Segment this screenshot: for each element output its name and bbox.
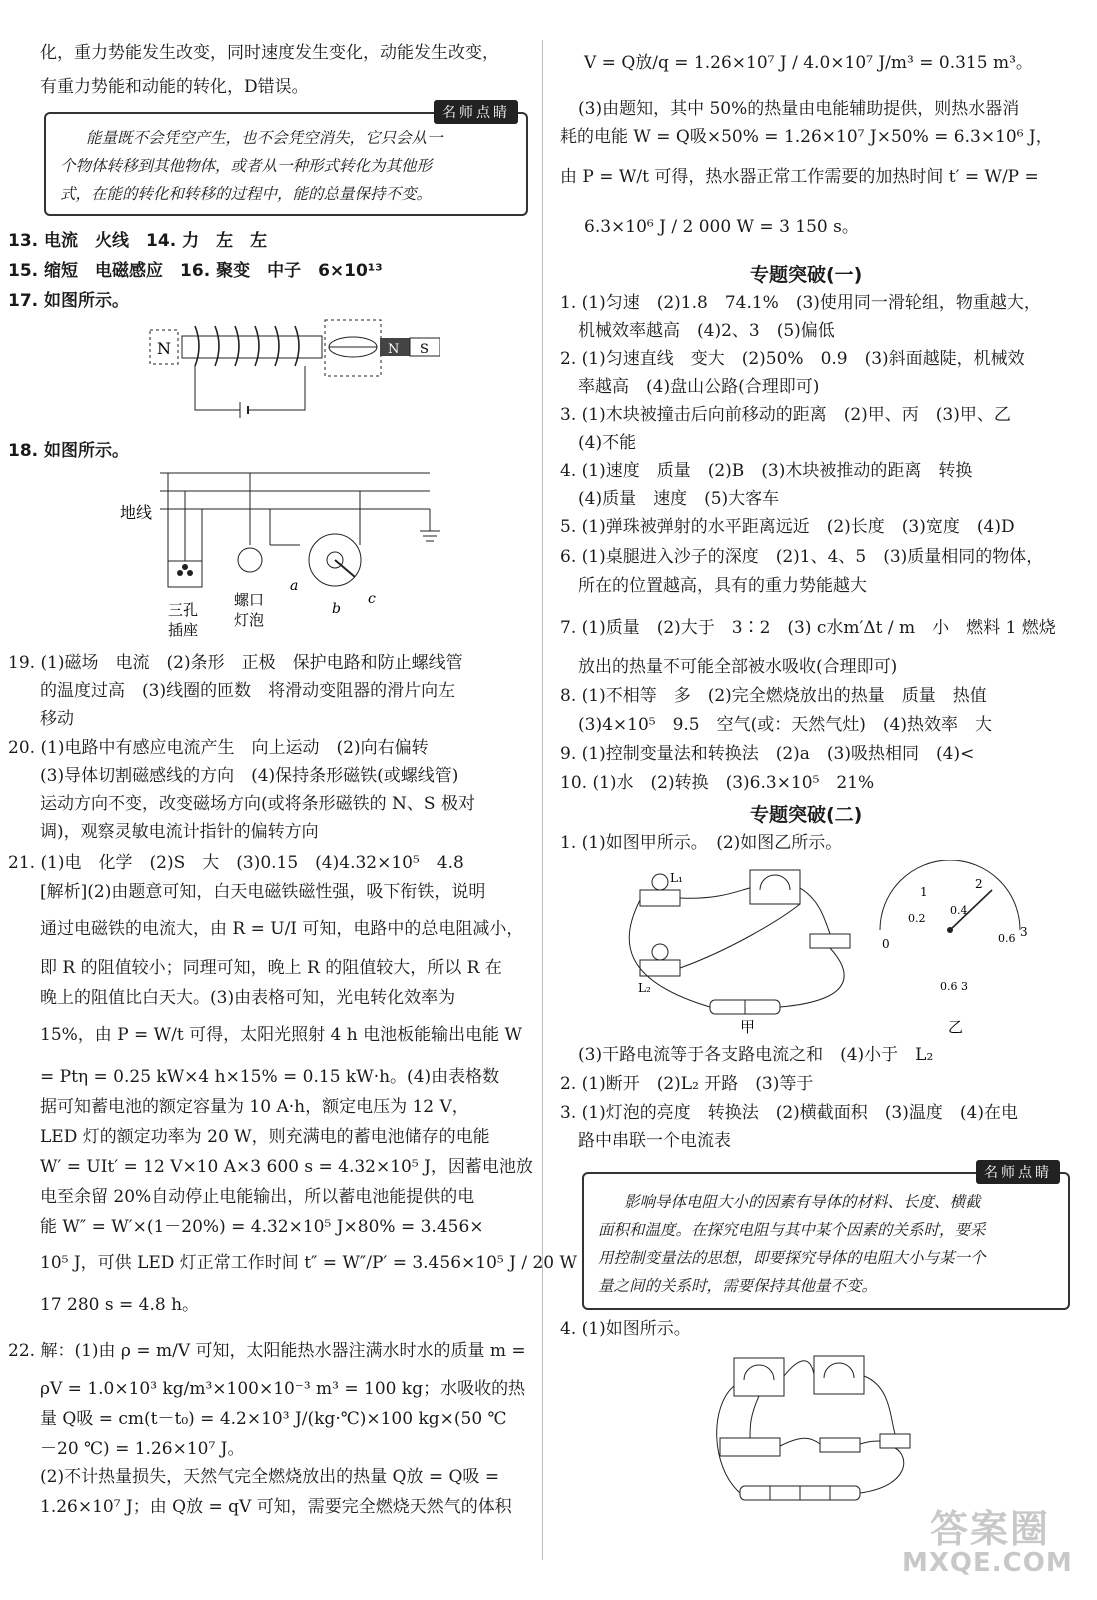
s2-line: 4. (1)如图所示。 — [560, 1319, 691, 1339]
s1-line: (4)不能 — [578, 433, 637, 453]
tip-box — [44, 105, 528, 216]
meter-tick: 2 — [975, 877, 983, 891]
s1-line: 8. (1)不相等 多 (2)完全燃烧放出的热量 质量 热值 — [560, 686, 987, 706]
terminal-c: c — [368, 591, 376, 607]
bulb-label-1: 螺口 — [234, 591, 265, 609]
answer-13-14: 13. 电流 火线 14. 力 左 左 — [8, 231, 268, 251]
text-line: 有重力势能和动能的转化，D错误。 — [40, 77, 309, 97]
answer-20-line: 20. (1)电路中有感应电流产生 向上运动 (2)向右偏转 — [8, 738, 429, 758]
watermark-logo: 答案圈 — [930, 1507, 1051, 1551]
answer-21-line: 据可知蓄电池的额定容量为 10 A·h，额定电压为 12 V， — [40, 1097, 469, 1117]
s1-line: 3. (1)木块被撞击后向前移动的距离 (2)甲、丙 (3)甲、乙 — [560, 405, 1011, 425]
meter-tick: 0.4 — [950, 904, 968, 917]
s1-line: 率越高 (4)盘山公路(合理即可) — [578, 377, 820, 397]
s1-line: 2. (1)匀速直线 变大 (2)50% 0.9 (3)斜面越陡，机械效 — [560, 349, 1025, 369]
s1-line: 机械效率越高 (4)2、3 (5)偏低 — [578, 321, 835, 341]
answer-21-line: 即 R 的阻值较小；同理可知，晚上 R 的阻值较大，所以 R 在 — [40, 958, 502, 978]
column-divider — [542, 40, 543, 1560]
meter-terminals: 0.6 3 — [940, 980, 968, 993]
circuit-and-meter-figure — [620, 860, 1080, 1040]
tip-tag: 名师点睛 — [976, 1160, 1060, 1184]
answer-21-line: 能 W″ = W′×(1－20%) = 4.32×10⁵ J×80% = 3.456× — [40, 1217, 484, 1237]
s1-line: (4)质量 速度 (5)大客车 — [578, 489, 780, 509]
s1-line: 10. (1)水 (2)转换 (3)6.3×10⁵ 21% — [560, 773, 875, 793]
socket-label-2: 插座 — [168, 621, 199, 639]
answer-21-line: 15%，由 P = W/t 可得，太阳光照射 4 h 电池板能输出电能 W — [40, 1025, 522, 1045]
magnet-s-label: S — [420, 342, 429, 357]
answer-21-line: 晚上的阻值比白天大。(3)由表格可知，光电转化效率为 — [40, 988, 456, 1008]
s1-line: 6. (1)桌腿进入沙子的深度 (2)1、4、5 (3)质量相同的物体， — [560, 547, 1044, 567]
s2-line: 3. (1)灯泡的亮度 转换法 (2)横截面积 (3)温度 (4)在电 — [560, 1103, 1018, 1123]
answer-21-line: 电至余留 20%自动停止电能输出，所以蓄电池能提供的电 — [40, 1187, 475, 1207]
text-line: 化，重力势能发生改变，同时速度发生变化，动能发生改变， — [40, 43, 499, 63]
s1-line: 5. (1)弹珠被弹射的水平距离远近 (2)长度 (3)宽度 (4)D — [560, 517, 1015, 537]
answer-21-line: W′ = UIt′ = 12 V×10 A×3 600 s = 4.32×10⁵ J，因蓄电池放 — [40, 1157, 533, 1177]
answer-22-line: 22. 解：(1)由 ρ = m/V 可知，太阳能热水器注满水时水的质量 m = — [8, 1341, 526, 1361]
calc-line: 6.3×10⁶ J / 2 000 W = 3 150 s。 — [584, 217, 859, 237]
answer-21-line: = Ptη = 0.25 kW×4 h×15% = 0.15 kW·h。(4)由表格数 — [40, 1067, 500, 1087]
s2-line: 1. (1)如图甲所示。 (2)如图乙所示。 — [560, 833, 843, 853]
lamp-l1-label: L₁ — [670, 871, 683, 885]
figure-jia-label: 甲 — [740, 1018, 756, 1036]
s2-line: (3)干路电流等于各支路电流之和 (4)小于 L₂ — [578, 1045, 934, 1065]
tip-line: 用控制变量法的思想，即要探究导体的电阻大小与某一个 — [598, 1249, 986, 1267]
tip-line: 个物体转移到其他物体，或者从一种形式转化为其他形 — [60, 157, 433, 175]
s1-line: (3)4×10⁵ 9.5 空气(或：天然气灶) (4)热效率 大 — [578, 715, 992, 735]
meter-tick: 1 — [920, 885, 928, 899]
answer-21-line: 17 280 s = 4.8 h。 — [40, 1295, 200, 1315]
solenoid-figure — [140, 318, 440, 428]
lamp-l2-label: L₂ — [638, 981, 651, 995]
answer-21-line: 通过电磁铁的电流大，由 R = U/I 可知，电路中的总电阻减小， — [40, 919, 524, 939]
meter-tick: 0.2 — [908, 912, 926, 925]
s1-line: 1. (1)匀速 (2)1.8 74.1% (3)使用同一滑轮组，物重越大， — [560, 293, 1041, 313]
two-ammeter-circuit-figure — [710, 1346, 920, 1526]
section-heading-2: 专题突破(二) — [750, 804, 863, 826]
magnet-n-label: N — [388, 342, 400, 357]
tip-line: 式，在能的转化和转移的过程中，能的总量保持不变。 — [60, 185, 433, 203]
tip-line: 能量既不会凭空产生，也不会凭空消失，它只会从一 — [86, 129, 443, 147]
answer-20-line: (3)导体切割磁感线的方向 (4)保持条形磁铁(或螺线管) — [40, 766, 459, 786]
s1-line: 9. (1)控制变量法和转换法 (2)a (3)吸热相同 (4)< — [560, 744, 975, 764]
calc-line: V = Q放/q = 1.26×10⁷ J / 4.0×10⁷ J/m³ = 0.315 m³。 — [584, 53, 1033, 73]
calc-line: 耗的电能 W = Q吸×50% = 1.26×10⁷ J×50% = 6.3×10⁶ J， — [560, 127, 1053, 147]
answer-20-line: 调)，观察灵敏电流计指针的偏转方向 — [40, 822, 319, 842]
answer-18: 18. 如图所示。 — [8, 441, 130, 461]
s2-line: 路中串联一个电流表 — [578, 1131, 731, 1151]
terminal-b: b — [332, 601, 341, 617]
watermark-url: MXQE.COM — [902, 1548, 1073, 1578]
answer-22-line: 量 Q吸 = cm(t－t₀) = 4.2×10³ J/(kg·℃)×100 kg×(50 ℃ — [40, 1409, 507, 1429]
tip-line: 量之间的关系时，需要保持其他量不变。 — [598, 1277, 878, 1295]
tip-tag: 名师点睛 — [434, 100, 518, 124]
tip-line: 影响导体电阻大小的因素有导体的材料、长度、横截 — [624, 1193, 981, 1211]
answer-22-line: －20 ℃) = 1.26×10⁷ J。 — [40, 1439, 245, 1459]
s1-line: 4. (1)速度 质量 (2)B (3)木块被推动的距离 转换 — [560, 461, 973, 481]
section-heading-1: 专题突破(一) — [750, 264, 863, 286]
answer-22-line: ρV = 1.0×10³ kg/m³×100×10⁻³ m³ = 100 kg；水吸收的热 — [40, 1379, 526, 1399]
answer-21-line: 21. (1)电 化学 (2)S 大 (3)0.15 (4)4.32×10⁵ 4.8 — [8, 853, 464, 873]
answer-21-line: 10⁵ J，可供 LED 灯正常工作时间 t″ = W″/P′ = 3.456×10⁵ J / 20 W — [40, 1253, 577, 1273]
answer-19-line: 19. (1)磁场 电流 (2)条形 正极 保护电路和防止螺线管 — [8, 653, 463, 673]
meter-tick: 0 — [882, 937, 890, 951]
answer-22-line: (2)不计热量损失，天然气完全燃烧放出的热量 Q放 = Q吸 = — [40, 1467, 500, 1487]
ground-wire-label: 地线 — [120, 503, 153, 522]
answer-17: 17. 如图所示。 — [8, 291, 130, 311]
calc-line: 由 P = W/t 可得，热水器正常工作需要的加热时间 t′ = W/P = — [560, 167, 1039, 187]
answer-21-line: LED 灯的额定功率为 20 W，则充满电的蓄电池储存的电能 — [40, 1127, 490, 1147]
answer-20-line: 运动方向不变，改变磁场方向(或将条形磁铁的 N、S 极对 — [40, 794, 475, 814]
socket-label-1: 三孔 — [168, 601, 199, 619]
calc-line: (3)由题知，其中 50%的热量由电能辅助提供，则热水器消 — [578, 99, 1020, 119]
answer-19-line: 移动 — [40, 709, 74, 729]
answer-21-line: [解析](2)由题意可知，白天电磁铁磁性强，吸下衔铁，说明 — [40, 882, 486, 902]
pole-n-label: N — [157, 339, 171, 358]
s1-line: 所在的位置越高，具有的重力势能越大 — [578, 576, 867, 596]
bulb-label-2: 灯泡 — [234, 611, 265, 629]
answer-22-line: 1.26×10⁷ J；由 Q放 = qV 可知，需要完全燃烧天然气的体积 — [40, 1497, 512, 1517]
answer-19-line: 的温度过高 (3)线圈的匝数 将滑动变阻器的滑片向左 — [40, 681, 456, 701]
meter-tick: 0.6 — [998, 932, 1016, 945]
s2-line: 2. (1)断开 (2)L₂ 开路 (3)等于 — [560, 1074, 814, 1094]
answer-15-16: 15. 缩短 电磁感应 16. 聚变 中子 6×10¹³ — [8, 261, 383, 281]
figure-yi-label: 乙 — [948, 1018, 964, 1036]
terminal-a: a — [290, 578, 299, 594]
s1-line: 7. (1)质量 (2)大于 3∶2 (3) c水m′Δt / m 小 燃料 1 燃烧 — [560, 618, 1056, 638]
tip-line: 面积和温度。在探究电阻与其中某个因素的关系时，要采 — [598, 1221, 986, 1239]
household-circuit-figure — [110, 465, 450, 645]
s1-line: 放出的热量不可能全部被水吸收(合理即可) — [578, 657, 898, 677]
meter-tick: 3 — [1020, 925, 1028, 939]
tip-box — [582, 1165, 1070, 1310]
